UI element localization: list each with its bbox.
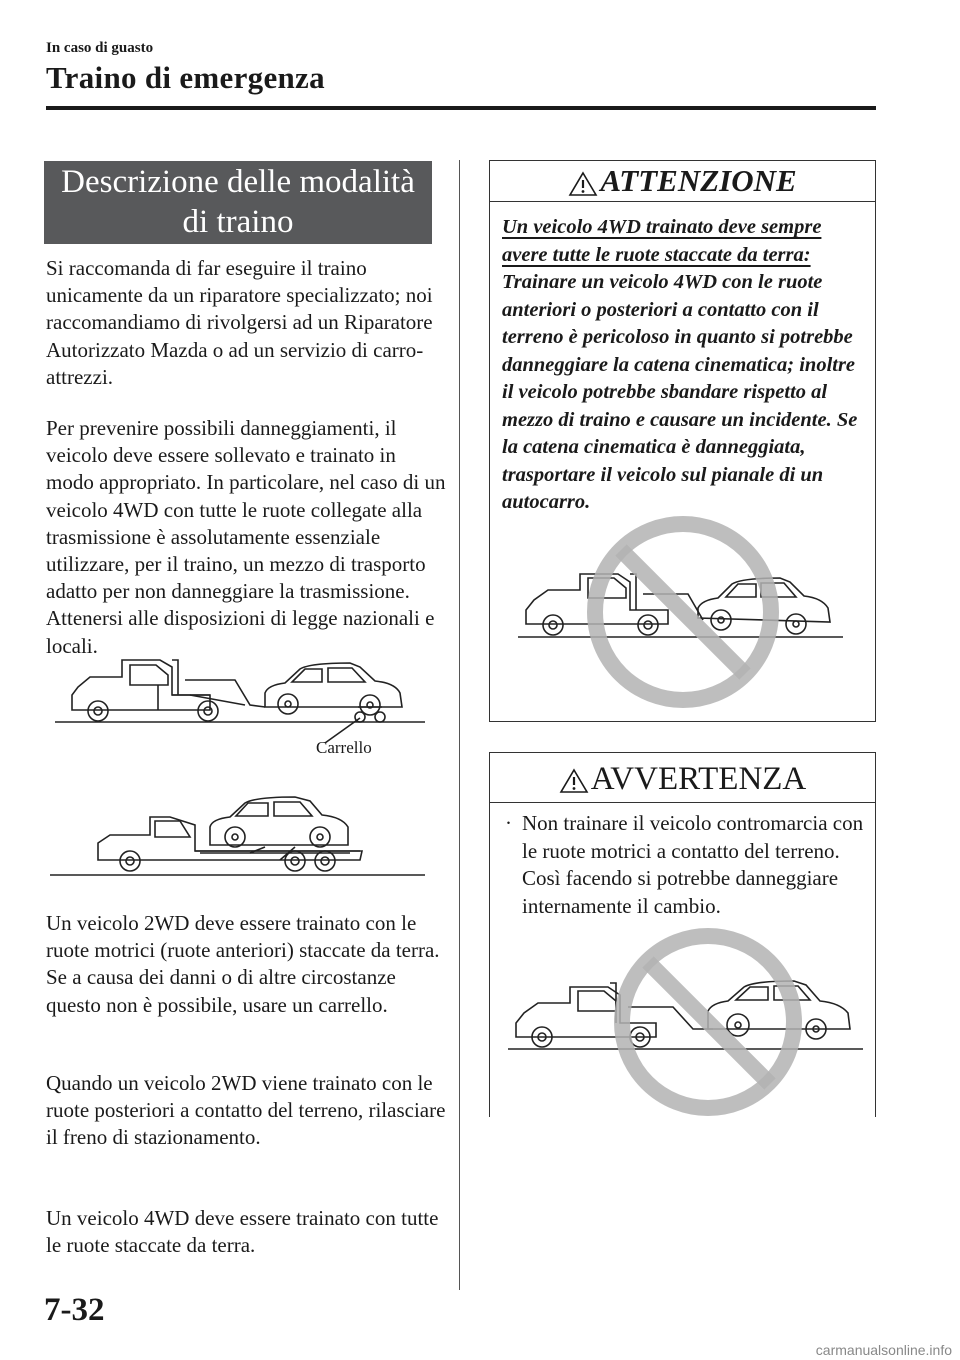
attenzione-underlined: Un veicolo 4WD trainato deve sempre avere tutte le ruote staccate da terra: <box>502 216 822 266</box>
attenzione-text <box>502 214 862 517</box>
paragraph-2wd-towing: Un veicolo 2WD deve essere trainato con le ruote motrici (ruote anteriori) staccate da terra. Se a causa dei danni o di altre circostanze questo non è possibile, usare un carrello. <box>46 911 440 1017</box>
towing-dolly-illustration <box>60 655 430 740</box>
prohibition-sign-icon <box>508 925 868 1120</box>
page-title: Traino di emergenza <box>46 60 325 95</box>
paragraph-2wd-parking-brake: Quando un veicolo 2WD viene trainato con le ruote posteriori a contatto del terreno, rilasciare il freno di stazionamento. <box>46 1071 446 1150</box>
watermark: carmanualsonline.info <box>815 1342 952 1358</box>
flatbed-illustration <box>50 795 430 880</box>
warning-triangle-icon <box>559 768 589 794</box>
section-heading-line2: di traino <box>182 204 294 240</box>
paragraph-prevent-damage: Per prevenire possibili danneggiamenti, il veicolo deve essere sollevato e trainato in modo appropriato. In particolare, nel caso di un veicolo 4WD con tutte le ruote collegate alla trasmissione è assolutamente essenziale utilizzare, per il traino, un mezzo di trasporto adatto per non danneggiare la trasmissione. Attenersi alle disposizioni di legge nazionali e locali. <box>46 416 446 658</box>
bullet: · <box>505 811 512 835</box>
attenzione-title: ATTENZIONE <box>600 163 797 198</box>
paragraph-intro: Si raccomanda di far eseguire il traino unicamente da un riparatore specializzato; noi raccomandiamo di rivolgersi ad un Riparatore Autorizzato Mazda o ad un servizio di carro-attrezzi. <box>46 256 433 389</box>
attenzione-body: Trainare un veicolo 4WD con le ruote anteriori o posteriori a contatto con il terreno è pericoloso in quanto si potrebbe danneggiare la catena cinematica; inoltre il veicolo potrebbe sbandare rispetto al mezzo di traino e causare un incidente. Se la catena cinematica è danneggiata, trasportare il veicolo sul pianale di un autocarro. <box>502 271 858 513</box>
section-heading-line1: Descrizione delle modalità <box>61 164 415 200</box>
attenzione-title-bar <box>490 161 875 202</box>
avvertenza-body: Non trainare il veicolo contromarcia con le ruote motrici a contatto del terreno. Così facendo si potrebbe danneggiare internamente il cambio. <box>522 811 864 918</box>
page-number: 7-32 <box>44 1292 105 1328</box>
avvertenza-title-bar <box>490 759 875 803</box>
avvertenza-item <box>505 810 865 920</box>
title-rule <box>46 106 876 110</box>
warning-triangle-icon <box>568 171 598 197</box>
avvertenza-title: AVVERTENZA <box>590 761 807 797</box>
section-label: In caso di guasto <box>46 40 154 56</box>
prohibition-sign-icon <box>518 512 843 712</box>
dolly-label: Carrello <box>316 738 372 757</box>
section-heading <box>44 161 432 244</box>
column-divider <box>459 160 460 1290</box>
paragraph-4wd-towing: Un veicolo 4WD deve essere trainato con tutte le ruote staccate da terra. <box>46 1206 439 1258</box>
